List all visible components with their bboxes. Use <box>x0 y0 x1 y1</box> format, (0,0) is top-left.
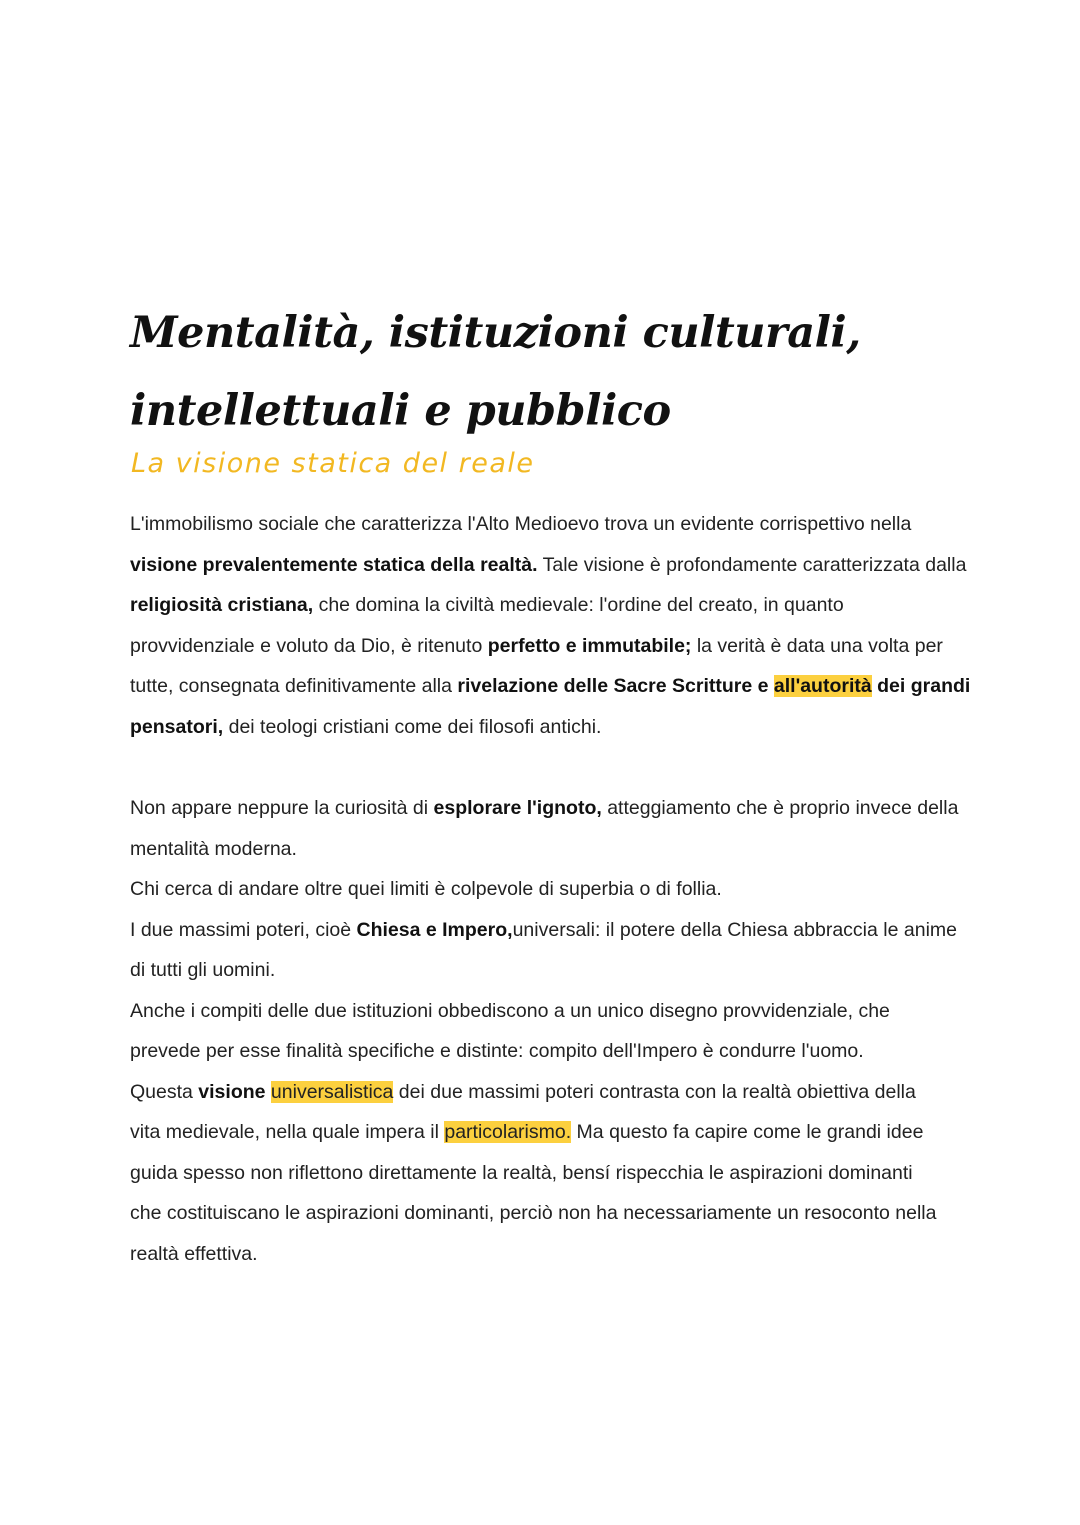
text: provvidenziale e voluto da Dio, è ritenuto <box>130 634 488 657</box>
text: atteggiamento che è proprio invece della <box>601 797 959 819</box>
p1-line-1 <box>130 504 950 545</box>
bold-text: religiosità cristiana, <box>130 594 314 616</box>
p2-line-3 <box>130 869 950 910</box>
text: Ma questo fa capire come le grandi idee <box>571 1121 924 1143</box>
p1-line-6 <box>130 707 950 748</box>
text: Questa <box>130 1080 199 1103</box>
p2-line-4 <box>130 910 957 951</box>
highlighted-text: particolarismo. <box>444 1121 572 1143</box>
bold-text: pensatori, <box>130 715 224 738</box>
p2-line-7 <box>130 1031 950 1072</box>
text: Anche i compiti delle due istituzioni obbediscono a un unico disegno provvidenziale, che <box>130 999 890 1022</box>
p2-line-2 <box>130 829 950 870</box>
text: che domina la civiltà medievale: l'ordine del creato, in quanto <box>313 594 844 616</box>
text: di tutti gli uomini. <box>130 959 276 981</box>
text: guida spesso non riflettono direttamente la realtà, bensí rispecchia le aspirazioni dominanti <box>130 1161 913 1184</box>
bold-text: perfetto e immutabile; <box>487 634 692 657</box>
paragraph-1 <box>130 504 971 747</box>
text: Chi cerca di andare oltre quei limiti è colpevole di superbia o di follia. <box>130 878 722 900</box>
text: la verità è data una volta per <box>691 634 943 657</box>
text: I due massimi poteri, cioè <box>130 918 357 941</box>
text: che costituiscano le aspirazioni dominanti, perciò non ha necessariamente un resoconto nella <box>130 1202 937 1224</box>
bold-text: rivelazione delle Sacre Scritture e <box>457 675 774 697</box>
p2-line-12 <box>130 1234 950 1275</box>
p2-line-10 <box>130 1153 950 1194</box>
p2-line-8 <box>130 1072 950 1113</box>
p1-line-4 <box>130 626 950 667</box>
highlighted-text: all'autorità <box>773 675 872 697</box>
page-title <box>130 294 1010 450</box>
text: universali: il potere della Chiesa abbraccia le anime <box>512 918 957 941</box>
text: Non appare neppure la curiosità di <box>130 797 434 819</box>
text: mentalità moderna. <box>130 837 297 860</box>
text: Tale visione è profondamente caratterizzata dalla <box>537 553 967 576</box>
p1-line-5 <box>130 666 971 707</box>
p2-line-6 <box>130 991 950 1032</box>
p2-line-5 <box>130 950 950 991</box>
title-line-1: Mentalità, istituzioni culturali, <box>130 308 861 358</box>
p2-line-9 <box>130 1112 950 1153</box>
bold-text: visione prevalentemente statica della realtà. <box>130 553 538 576</box>
highlighted-text: universalistica <box>270 1080 394 1103</box>
text: L'immobilismo sociale che caratterizza l'Alto Medioevo trova un evidente corrispettivo nella <box>130 513 912 535</box>
bold-text: visione <box>198 1080 266 1103</box>
text: vita medievale, nella quale impera il <box>130 1121 445 1143</box>
section-subtitle: La visione statica del reale <box>131 448 535 479</box>
bold-text: dei grandi <box>871 675 971 697</box>
text: tutte, consegnata definitivamente alla <box>130 675 458 697</box>
text: realtà effettiva. <box>130 1242 258 1265</box>
p2-line-11 <box>130 1193 950 1234</box>
text: prevede per esse finalità specifiche e distinte: compito dell'Impero è condurre l'uomo. <box>130 1040 864 1062</box>
bold-text: esplorare l'ignoto, <box>433 797 602 819</box>
p2-line-1 <box>130 788 959 829</box>
bold-text: Chiesa e Impero, <box>356 918 513 941</box>
p1-line-2 <box>130 545 967 586</box>
text: dei teologi cristiani come dei filosofi antichi. <box>223 715 602 738</box>
text: dei due massimi poteri contrasta con la realtà obiettiva della <box>393 1080 916 1103</box>
title-line-2: intellettuali e pubblico <box>130 386 671 436</box>
paragraph-2 <box>130 788 959 1274</box>
p1-line-3 <box>130 585 950 626</box>
